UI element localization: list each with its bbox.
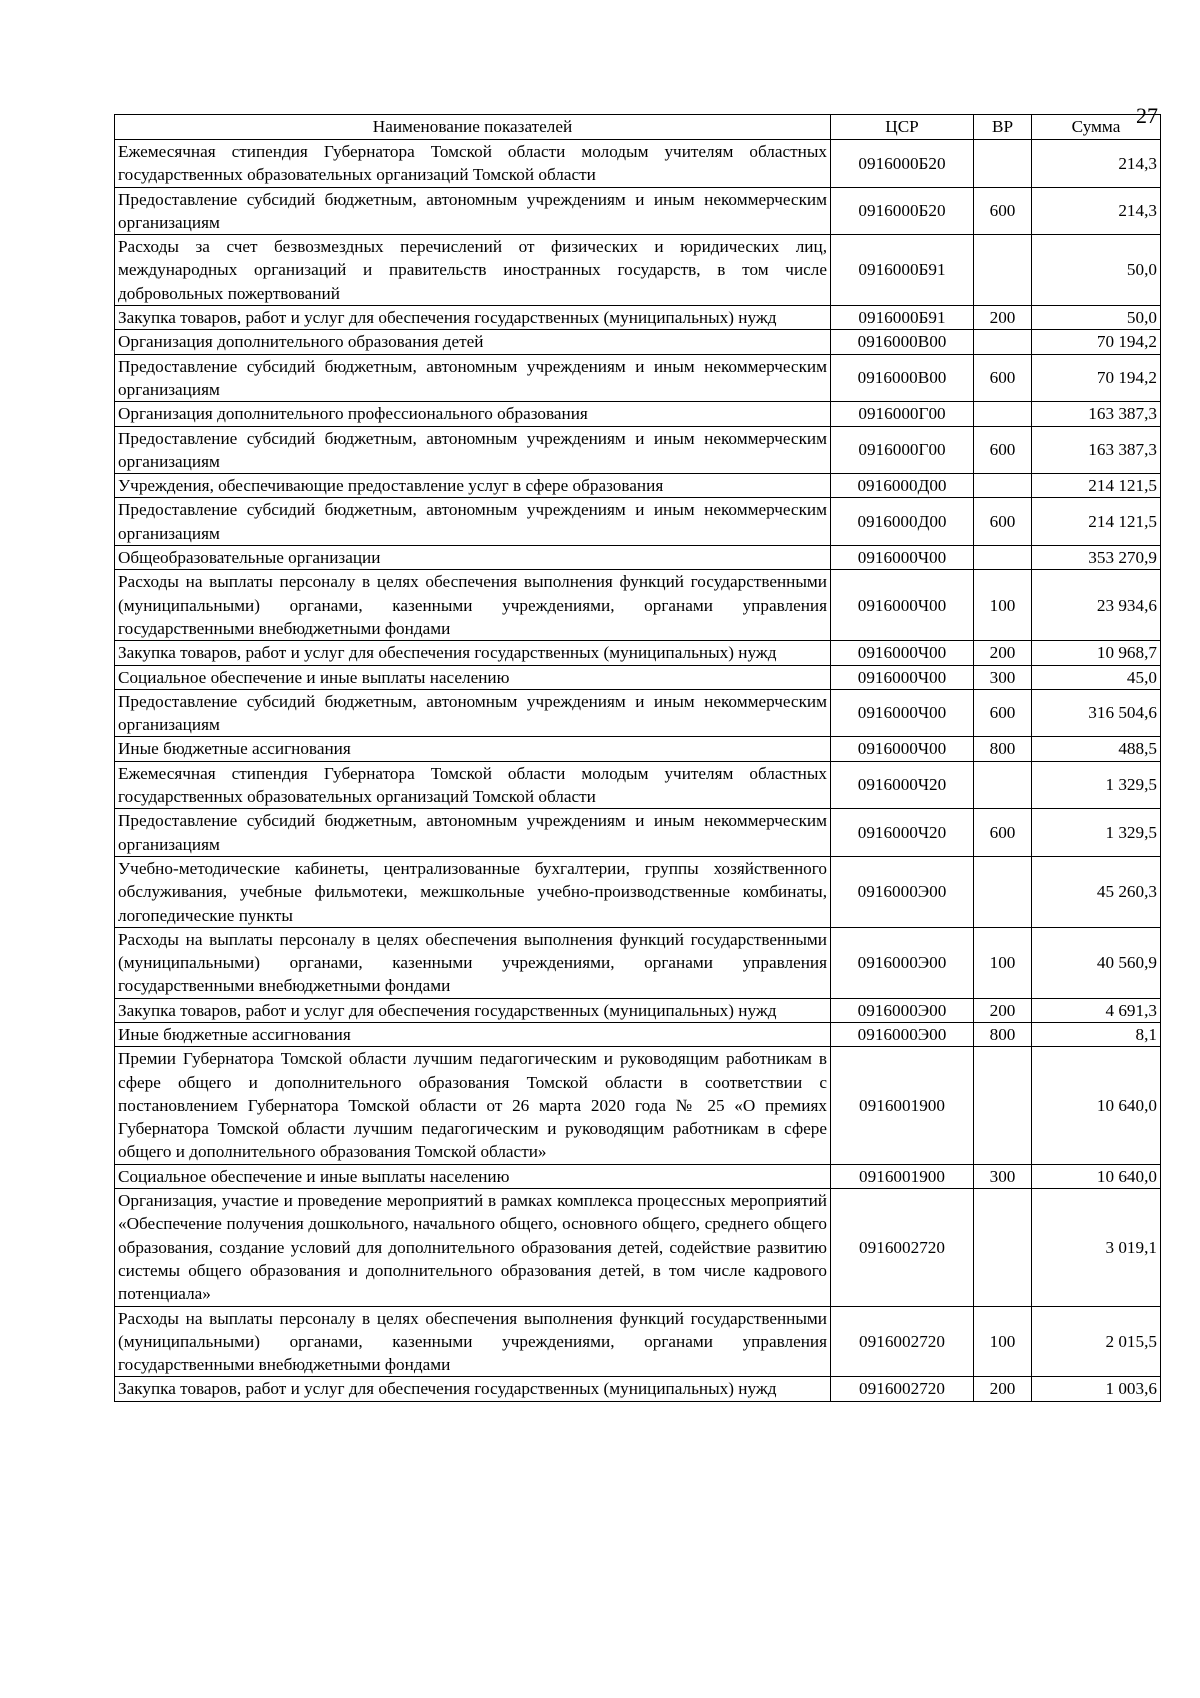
cell-csr: 0916000Э00 bbox=[831, 856, 974, 927]
cell-csr: 0916000Б20 bbox=[831, 140, 974, 188]
cell-name: Социальное обеспечение и иные выплаты населению bbox=[115, 665, 831, 689]
cell-vr bbox=[974, 761, 1032, 809]
cell-sum: 4 691,3 bbox=[1032, 998, 1161, 1022]
table-row bbox=[115, 1047, 1161, 1164]
cell-name: Предоставление субсидий бюджетным, автономным учреждениям и иным некоммерческим организациям bbox=[115, 354, 831, 402]
cell-vr: 600 bbox=[974, 809, 1032, 857]
header-csr: ЦСР bbox=[831, 115, 974, 140]
table-row bbox=[115, 546, 1161, 570]
cell-name: Организация, участие и проведение мероприятий в рамках комплекса процессных мероприятий «Обеспечение получения дошкольного, начального общего, основного общего, среднего общего образования, создание условий для дополнительного образования детей, содействие развитию системы общего образования и дополнительного образования детей, в том числе кадрового потенциала» bbox=[115, 1189, 831, 1306]
table-row bbox=[115, 1377, 1161, 1401]
table-row bbox=[115, 187, 1161, 235]
table-body bbox=[115, 140, 1161, 1402]
table-row bbox=[115, 140, 1161, 188]
table-row bbox=[115, 330, 1161, 354]
header-sum: Сумма bbox=[1032, 115, 1161, 140]
cell-name: Иные бюджетные ассигнования bbox=[115, 1022, 831, 1046]
cell-csr: 0916000Э00 bbox=[831, 927, 974, 998]
cell-vr bbox=[974, 1189, 1032, 1306]
cell-name: Предоставление субсидий бюджетным, автономным учреждениям и иным некоммерческим организациям bbox=[115, 187, 831, 235]
cell-sum: 1 003,6 bbox=[1032, 1377, 1161, 1401]
cell-vr: 600 bbox=[974, 498, 1032, 546]
cell-vr: 800 bbox=[974, 1022, 1032, 1046]
cell-sum: 488,5 bbox=[1032, 737, 1161, 761]
cell-vr bbox=[974, 474, 1032, 498]
cell-vr: 800 bbox=[974, 737, 1032, 761]
cell-sum: 8,1 bbox=[1032, 1022, 1161, 1046]
table-row bbox=[115, 1022, 1161, 1046]
cell-sum: 3 019,1 bbox=[1032, 1189, 1161, 1306]
cell-vr bbox=[974, 140, 1032, 188]
cell-csr: 0916001900 bbox=[831, 1164, 974, 1188]
cell-vr: 100 bbox=[974, 1306, 1032, 1377]
cell-csr: 0916000Э00 bbox=[831, 998, 974, 1022]
cell-name: Премии Губернатора Томской области лучшим педагогическим и руководящим работникам в сфере общего и дополнительного образования Томской области в соответствии с постановлением Губернатора Томской области от 26 марта 2020 года № 25 «О премиях Губернатора Томской области лучшим педагогическим и руководящим работникам в сфере общего и дополнительного образования Томской области» bbox=[115, 1047, 831, 1164]
cell-vr: 200 bbox=[974, 641, 1032, 665]
cell-csr: 0916000Ч00 bbox=[831, 665, 974, 689]
table-row bbox=[115, 689, 1161, 737]
cell-csr: 0916000Ч00 bbox=[831, 641, 974, 665]
table-row bbox=[115, 1164, 1161, 1188]
cell-vr: 100 bbox=[974, 570, 1032, 641]
cell-sum: 214,3 bbox=[1032, 187, 1161, 235]
cell-name: Расходы на выплаты персоналу в целях обеспечения выполнения функций государственными (муниципальными) органами, казенными учреждениями, органами управления государственными внебюджетными фондами bbox=[115, 1306, 831, 1377]
table-row bbox=[115, 235, 1161, 306]
cell-name: Учебно-методические кабинеты, централизованные бухгалтерии, группы хозяйственного обслуживания, учебные фильмотеки, межшкольные учебно-производственные комбинаты, логопедические пункты bbox=[115, 856, 831, 927]
cell-csr: 0916000В00 bbox=[831, 330, 974, 354]
table-row bbox=[115, 402, 1161, 426]
table-row bbox=[115, 1189, 1161, 1306]
cell-sum: 50,0 bbox=[1032, 235, 1161, 306]
cell-vr bbox=[974, 330, 1032, 354]
table-row bbox=[115, 306, 1161, 330]
cell-csr: 0916000Д00 bbox=[831, 498, 974, 546]
cell-vr bbox=[974, 235, 1032, 306]
cell-name: Расходы на выплаты персоналу в целях обеспечения выполнения функций государственными (муниципальными) органами, казенными учреждениями, органами управления государственными внебюджетными фондами bbox=[115, 570, 831, 641]
cell-sum: 163 387,3 bbox=[1032, 402, 1161, 426]
cell-name: Предоставление субсидий бюджетным, автономным учреждениям и иным некоммерческим организациям bbox=[115, 809, 831, 857]
header-vr: ВР bbox=[974, 115, 1032, 140]
table-row bbox=[115, 570, 1161, 641]
table-row bbox=[115, 498, 1161, 546]
cell-sum: 70 194,2 bbox=[1032, 354, 1161, 402]
cell-sum: 50,0 bbox=[1032, 306, 1161, 330]
cell-sum: 10 640,0 bbox=[1032, 1047, 1161, 1164]
cell-name: Социальное обеспечение и иные выплаты населению bbox=[115, 1164, 831, 1188]
cell-vr: 600 bbox=[974, 187, 1032, 235]
cell-csr: 0916002720 bbox=[831, 1189, 974, 1306]
cell-csr: 0916000Ч00 bbox=[831, 737, 974, 761]
cell-csr: 0916002720 bbox=[831, 1306, 974, 1377]
cell-vr: 100 bbox=[974, 927, 1032, 998]
cell-csr: 0916000Б91 bbox=[831, 235, 974, 306]
cell-csr: 0916000Г00 bbox=[831, 402, 974, 426]
cell-sum: 45 260,3 bbox=[1032, 856, 1161, 927]
cell-name: Иные бюджетные ассигнования bbox=[115, 737, 831, 761]
cell-csr: 0916002720 bbox=[831, 1377, 974, 1401]
cell-name: Расходы на выплаты персоналу в целях обеспечения выполнения функций государственными (муниципальными) органами, казенными учреждениями, органами управления государственными внебюджетными фондами bbox=[115, 927, 831, 998]
cell-name: Организация дополнительного образования детей bbox=[115, 330, 831, 354]
cell-csr: 0916000Г00 bbox=[831, 426, 974, 474]
table-row bbox=[115, 998, 1161, 1022]
cell-csr: 0916000Ч00 bbox=[831, 546, 974, 570]
cell-vr: 300 bbox=[974, 1164, 1032, 1188]
cell-csr: 0916000Б20 bbox=[831, 187, 974, 235]
cell-sum: 23 934,6 bbox=[1032, 570, 1161, 641]
table-row bbox=[115, 354, 1161, 402]
cell-vr bbox=[974, 546, 1032, 570]
cell-vr: 200 bbox=[974, 1377, 1032, 1401]
cell-name: Закупка товаров, работ и услуг для обеспечения государственных (муниципальных) нужд bbox=[115, 1377, 831, 1401]
cell-vr: 200 bbox=[974, 306, 1032, 330]
table-row bbox=[115, 1306, 1161, 1377]
cell-name: Ежемесячная стипендия Губернатора Томской области молодым учителям областных государственных образовательных организаций Томской области bbox=[115, 140, 831, 188]
table-row bbox=[115, 426, 1161, 474]
cell-csr: 0916001900 bbox=[831, 1047, 974, 1164]
cell-name: Организация дополнительного профессионального образования bbox=[115, 402, 831, 426]
cell-sum: 40 560,9 bbox=[1032, 927, 1161, 998]
cell-name: Ежемесячная стипендия Губернатора Томской области молодым учителям областных государственных образовательных организаций Томской области bbox=[115, 761, 831, 809]
table-row bbox=[115, 737, 1161, 761]
cell-csr: 0916000В00 bbox=[831, 354, 974, 402]
cell-csr: 0916000Ч20 bbox=[831, 761, 974, 809]
cell-vr: 600 bbox=[974, 426, 1032, 474]
cell-vr: 600 bbox=[974, 354, 1032, 402]
table-row bbox=[115, 809, 1161, 857]
cell-sum: 316 504,6 bbox=[1032, 689, 1161, 737]
cell-vr bbox=[974, 856, 1032, 927]
header-name: Наименование показателей bbox=[115, 115, 831, 140]
table-row bbox=[115, 927, 1161, 998]
table-row bbox=[115, 641, 1161, 665]
cell-name: Предоставление субсидий бюджетным, автономным учреждениям и иным некоммерческим организациям bbox=[115, 498, 831, 546]
cell-csr: 0916000Д00 bbox=[831, 474, 974, 498]
cell-vr: 600 bbox=[974, 689, 1032, 737]
cell-sum: 214 121,5 bbox=[1032, 474, 1161, 498]
cell-sum: 214 121,5 bbox=[1032, 498, 1161, 546]
cell-sum: 70 194,2 bbox=[1032, 330, 1161, 354]
cell-name: Расходы за счет безвозмездных перечислений от физических и юридических лиц, международных организаций и правительств иностранных государств, в том числе добровольных пожертвований bbox=[115, 235, 831, 306]
cell-sum: 10 968,7 bbox=[1032, 641, 1161, 665]
cell-csr: 0916000Э00 bbox=[831, 1022, 974, 1046]
cell-csr: 0916000Ч20 bbox=[831, 809, 974, 857]
cell-sum: 214,3 bbox=[1032, 140, 1161, 188]
cell-sum: 1 329,5 bbox=[1032, 761, 1161, 809]
cell-name: Закупка товаров, работ и услуг для обеспечения государственных (муниципальных) нужд bbox=[115, 641, 831, 665]
budget-table bbox=[114, 114, 1161, 1402]
cell-sum: 2 015,5 bbox=[1032, 1306, 1161, 1377]
cell-csr: 0916000Ч00 bbox=[831, 570, 974, 641]
table-row bbox=[115, 856, 1161, 927]
table-row bbox=[115, 474, 1161, 498]
cell-sum: 45,0 bbox=[1032, 665, 1161, 689]
cell-name: Учреждения, обеспечивающие предоставление услуг в сфере образования bbox=[115, 474, 831, 498]
cell-vr bbox=[974, 1047, 1032, 1164]
page-number: 27 bbox=[1136, 103, 1158, 128]
cell-sum: 1 329,5 bbox=[1032, 809, 1161, 857]
cell-name: Предоставление субсидий бюджетным, автономным учреждениям и иным некоммерческим организациям bbox=[115, 426, 831, 474]
cell-vr: 200 bbox=[974, 998, 1032, 1022]
cell-sum: 353 270,9 bbox=[1032, 546, 1161, 570]
cell-vr bbox=[974, 402, 1032, 426]
cell-name: Предоставление субсидий бюджетным, автономным учреждениям и иным некоммерческим организациям bbox=[115, 689, 831, 737]
cell-sum: 163 387,3 bbox=[1032, 426, 1161, 474]
cell-name: Общеобразовательные организации bbox=[115, 546, 831, 570]
cell-vr: 300 bbox=[974, 665, 1032, 689]
cell-sum: 10 640,0 bbox=[1032, 1164, 1161, 1188]
table-header-row bbox=[115, 115, 1161, 140]
table-row bbox=[115, 665, 1161, 689]
cell-csr: 0916000Б91 bbox=[831, 306, 974, 330]
cell-name: Закупка товаров, работ и услуг для обеспечения государственных (муниципальных) нужд bbox=[115, 306, 831, 330]
cell-csr: 0916000Ч00 bbox=[831, 689, 974, 737]
table-row bbox=[115, 761, 1161, 809]
cell-name: Закупка товаров, работ и услуг для обеспечения государственных (муниципальных) нужд bbox=[115, 998, 831, 1022]
